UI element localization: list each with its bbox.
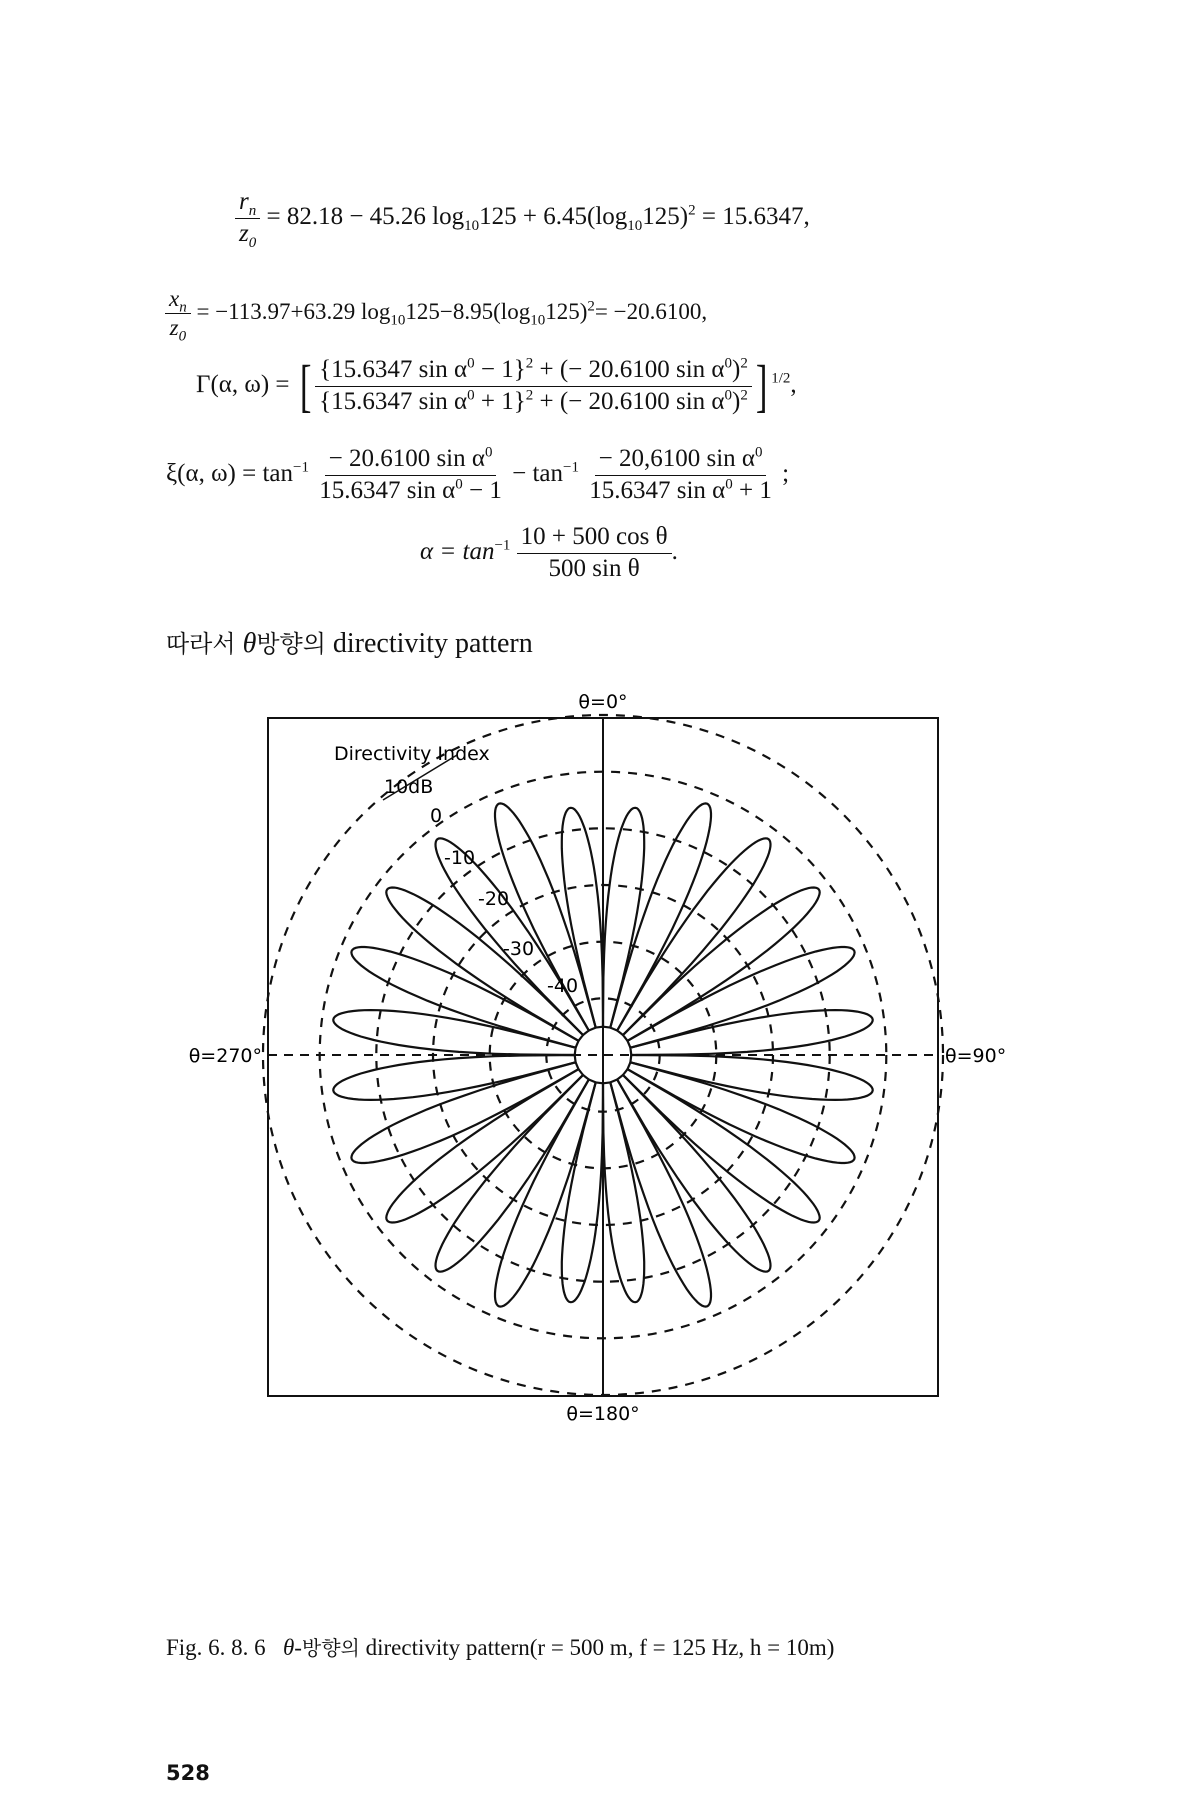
legend-title: Directivity Index — [334, 743, 490, 765]
eq1-lhs-denominator: $z_0$ — [239, 219, 257, 251]
legend-scale: 10dB — [384, 776, 434, 798]
lobe-left-10 — [436, 1075, 589, 1272]
eq3-fraction: $\frac{\{15.6347 \sin \alpha^0 - 1\}^2 + (- 20.6100 \sin \alpha^0)^2}{\{15.6347 \sin \alpha^0 + 1\}^2 + (- 20.6100 \sin \alpha^0)^2}$ — [315, 356, 752, 417]
equation-4: ξ(α, $\omega) = \tan^{-1}$ $\frac{- 20.6100 \sin \alpha^0}{15.6347 \sin \alpha^0 - 1}$ − $\tan^{-1}$ $\frac{- 20,6100 \sin \alpha^0}{15.6347 \sin \alpha^0 + 1}$ ; — [166, 444, 790, 504]
ring-label-0: 0 — [430, 805, 443, 827]
figure-caption: Fig. 6. 8. 6 θ-방향의 directivity pattern(r = 500 m, f = 125 Hz, h = 10m) — [166, 1635, 835, 1660]
page-number: 528 — [166, 1761, 210, 1785]
eq3-lhs: Γ(α, ω) = — [196, 370, 290, 398]
lobe-right-4 — [623, 888, 820, 1041]
ring-label-minus30: -30 — [503, 938, 535, 960]
angle-label-top: θ=0° — [578, 691, 628, 713]
eq3-power: 1/2 — [771, 370, 791, 387]
angle-label-left: θ=270° — [188, 1045, 262, 1067]
eq2-lhs-denominator: $z_0$ — [169, 315, 187, 346]
section-heading: 따라서 θ방향의 directivity pattern — [166, 628, 533, 659]
angle-label-bottom: θ=180° — [566, 1403, 640, 1425]
eq4-fraction-1: $\frac{- 20.6100 \sin \alpha^0}{15.6347 \sin \alpha^0 - 1}$ — [319, 444, 502, 504]
eq4-fraction-2: $\frac{- 20,6100 \sin \alpha^0}{15.6347 \sin \alpha^0 + 1}$ — [589, 444, 772, 504]
lobe-left-9 — [386, 1069, 583, 1222]
lobe-left-4 — [386, 888, 583, 1041]
equation-3: Γ(α, ω) = [ $\frac{\{15.6347 \sin \alpha^0 - 1\}^2 + (- 20.6100 \sin \alpha^0)^2}{\{15.6347 \sin \alpha^0 + 1\}^2 + (- 20.6100 \sin \alpha^0)^2}$ ] $^{1/2}$, — [196, 353, 797, 419]
lobe-right-9 — [623, 1069, 820, 1222]
ring-label-minus20: -20 — [478, 888, 510, 910]
equation-5: $\alpha = \tan^{-1}$ $\frac{\text{10 + 500 cos θ}}{\text{500 sin θ}}$ . — [420, 523, 678, 582]
ring-label-minus40: -40 — [547, 975, 579, 997]
eq1-lhs-numerator: $r_n$ — [235, 188, 260, 219]
eq2-lhs-numerator: $x_n$ — [165, 286, 191, 314]
lobe-right-10 — [617, 1075, 770, 1272]
ring-label-minus10: -10 — [444, 847, 476, 869]
eq2-rhs: = −113.97+63.29 $\log_{10}125-8.95(\log_{10}125)^2= -20.6100$, — [196, 298, 708, 329]
eq1-rhs: = 82.18 − 45.26 $\log_{10}125 + 6.45(\log_{10}125)^2 = 15.6347$, — [266, 202, 810, 234]
angle-label-right: θ=90° — [945, 1045, 1007, 1067]
eq5-fraction: $\frac{\text{10 + 500 cos θ}}{\text{500 sin θ}}$ — [517, 523, 672, 584]
lobe-right-3 — [617, 838, 770, 1035]
